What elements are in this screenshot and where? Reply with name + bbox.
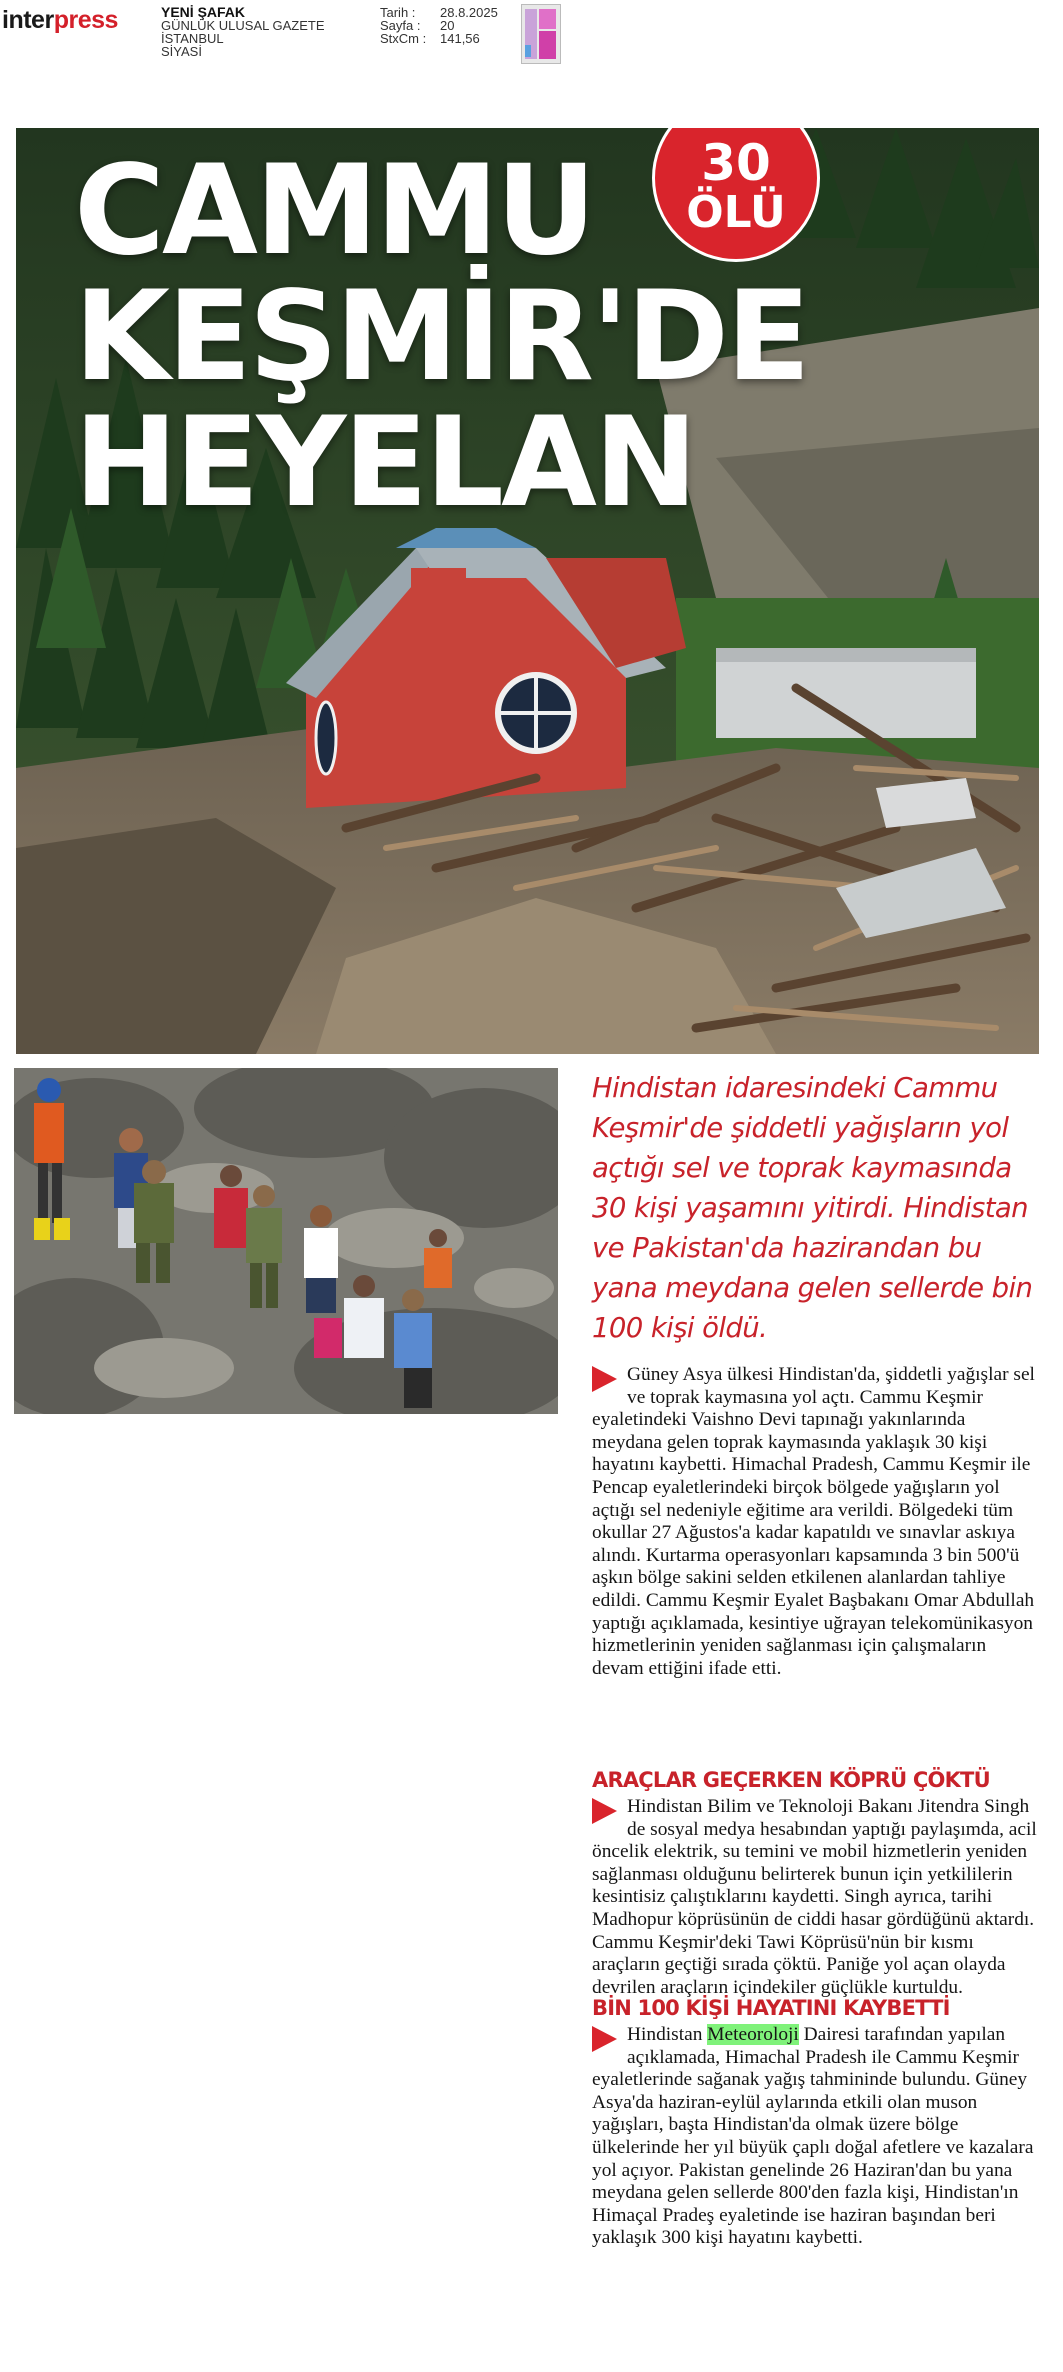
arrow-bullet-icon [592, 1798, 617, 1824]
page-value: 20 [440, 18, 455, 33]
rescue-photo [14, 1068, 558, 1414]
logo-text-dark: inter [2, 6, 54, 34]
clipping-header [0, 0, 1063, 60]
hero-photo-landslide [16, 128, 1039, 1054]
paragraph-1-text: Güney Asya ülkesi Hindistan'da, şiddetli yağışlar sel ve toprak kaymasına yol açtı. Cammu Keşmir eyaletindeki Vaishno Devi tapınağı yakınlarında meydana gelen toprak kaymasında yaklaşık 30 kişi hayatını kaybetti. Himachal Pradesh, Cammu Keşmir ile Pencap eyaletlerindeki birçok bölgede yağışların yol açtığı sel nedeniyle eğitime ara verildi. Bölgedeki tüm okullar 27 Ağustos'a kadar kapatıldı ve sınavlar askıya alındı. Kurtarma operasyonları kapsamında 3 bin 500'ü aşkın bölge sakini selden etkilenen alanlardan tahliye edildi. Cammu Keşmir Eyalet Başbakanı Omar Abdullah yaptığı açıklamada, kesintiye uğrayan telekomünikasyon hizmetlerinin yeniden sağlanması için çalışmaların devam ettiğini ifade etti. [592, 1364, 1035, 1679]
stxcm-label: StxCm : [380, 31, 427, 46]
interpress-logo [2, 6, 118, 35]
paragraph-3-text [592, 2024, 1038, 2250]
publication-info [161, 6, 325, 58]
badge-number: 30 [701, 134, 771, 192]
headline-line2: KEŞMİR'DE [74, 265, 808, 409]
clipping-meta [380, 6, 498, 45]
highlighted-term: Meteoroloji [707, 2024, 799, 2045]
arrow-bullet-icon [592, 1366, 617, 1392]
rescue-workers-illustration [14, 1068, 558, 1414]
date-value: 28.8.2025 [440, 5, 498, 20]
subhead-bridge-collapse: ARAÇLAR GEÇERKEN KÖPRÜ ÇÖKTÜ [592, 1768, 990, 1792]
publication-type: GÜNLÜK ULUSAL GAZETE [161, 18, 325, 33]
paragraph-3-start: Hindistan [627, 2024, 708, 2045]
date-label: Tarih : [380, 5, 416, 20]
arrow-bullet-icon [592, 2026, 617, 2052]
headline-line3: HEYELAN [74, 391, 695, 535]
headline-line1: CAMMU [74, 139, 594, 283]
subhead-death-toll: BİN 100 KİŞİ HAYATINI KAYBETTİ [592, 1996, 950, 2020]
stxcm-value: 141,56 [440, 31, 480, 46]
article-column [592, 1068, 1038, 2249]
article-lead: Hindistan idaresindeki Cammu Keşmir'de şiddetli yağışların yol açtığı sel ve toprak kaymasında 30 kişi yaşamını yitirdi. Hindistan ve Pakistan'da hazirandan bu yana meydana gelen sellerde bin 100 kişi öldü. [592, 1072, 1033, 1344]
paragraph-2 [592, 1796, 1038, 1999]
publication-city: İSTANBUL [161, 31, 224, 46]
publication-section: SİYASİ [161, 44, 202, 59]
page-label: Sayfa : [380, 18, 421, 33]
paragraph-3 [592, 2024, 1038, 2250]
paragraph-2-text: Hindistan Bilim ve Teknoloji Bakanı Jitendra Singh de sosyal medya hesabından yaptığı paylaşımda, acil öncelik elektrik, su temini ve mobil hizmetlerin yeniden sağlanması olduğunu belirterek bunun için yetkililerin kesintisiz çalıştıklarını kaydetti. Singh ayrıca, tarihi Madhopur köprüsünün de ciddi hasar gördüğünü aktardı. Cammu Keşmir'deki Tawi Köprüsü'nün bir kısmı araçların geçtiği sırada çöktü. Paniğe yol açan olayda devrilen araçların içindekiler güçlükle kurtuldu. [592, 1796, 1037, 1998]
logo-text-red: press [53, 6, 118, 34]
publication-name: YENİ ŞAFAK [161, 4, 246, 20]
page-thumbnail [521, 4, 561, 64]
paragraph-1 [592, 1364, 1038, 1680]
badge-label: ÖLÜ [686, 187, 786, 238]
paragraph-3-rest: Dairesi tarafından yapılan açıklamada, Himachal Pradesh ile Cammu Keşmir eyaletlerinde sağanak yağış tahmininde bulundu. Güney Asya'da haziran-eylül aylarında etkili olan muson yağışları, başta Hindistan'da olmak üzere bölge ülkelerinde her yıl büyük çaplı doğal afetlere ve kazalara yol açıyor. Pakistan genelinde 26 Haziran'dan bu yana meydana gelen sellerde 800'den fazla kişi, Hindistan'ın Himaçal Pradeş eyaletinde ise haziran başından beri yaklaşık 300 kişi hayatını kaybetti. [592, 2024, 1034, 2249]
